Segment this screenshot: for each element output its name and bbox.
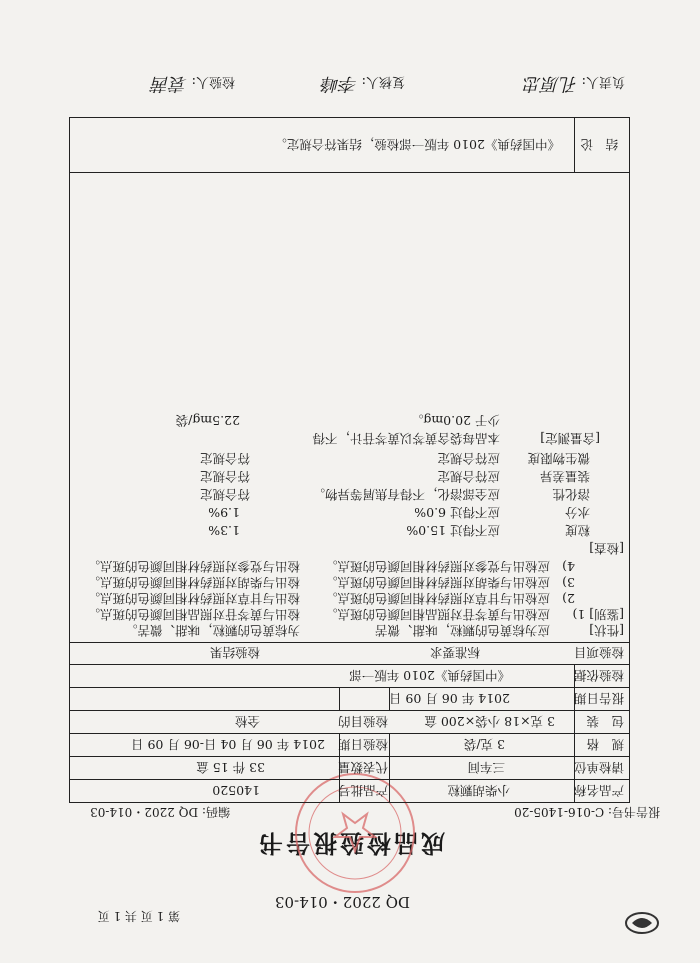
row-item: 水分 [564,505,590,520]
spec: 3 克/袋 [463,737,505,752]
dept-label: 请检单位 [573,760,624,775]
conclusion-label: 结 论 [580,137,618,152]
row-item: 粒度 [564,523,590,538]
row-std: 应检出与柴胡对照药材相同颜色的斑点。 [324,575,550,590]
row-result: 22.5mg/袋 [175,413,240,428]
row-item: 2) [562,591,575,606]
row-result: 检出与甘草对照药材相同颜色的斑点。 [87,591,300,606]
row-result: 检出与黄芩苷对照品相同颜色的斑点。 [87,607,300,622]
basis: 《中国药典》2010 年版一部 [349,668,510,683]
inspector-signature: 袁茜 [151,73,188,94]
pack-label: 包 装 [586,714,624,729]
row-result: 1.3% [208,523,240,538]
product-name: 小柴胡颗粒 [447,783,510,798]
row-result: 为棕黄色的颗粒，味甜、微苦。 [124,623,300,638]
row-result: 检出与党参对照药材相同颜色的斑点。 [87,559,300,574]
row-result: 1.9% [208,505,240,520]
page-info: 第 1 页 共 1 页 [97,909,180,923]
row-item: 微生物限度 [527,451,590,466]
row-std: 少于 20.0mg。 [410,413,500,428]
company-logo [624,911,660,935]
col-result-header: 检验结果 [209,645,260,660]
inspector: 检验人: 袁茜 [151,73,235,94]
row-std: 应不得过 15.0% [406,523,500,538]
row-std: 应符合规定 [437,451,500,466]
report-number: 报告书号: C-016-1405-20 [514,805,660,819]
dept: 三车间 [467,760,505,775]
row-result: 符合规定 [199,451,250,466]
row-item: [鉴别] 1) [572,607,624,622]
row-item: 4) [562,559,575,574]
report-title: 成品检验报告书 [256,829,445,858]
row-result: 符合规定 [199,487,250,502]
batch-number: 140520 [212,783,260,798]
row-std: 应检出与党参对照药材相同颜色的斑点。 [324,559,550,574]
row-item: 3) [562,575,575,590]
row-std: 应检出与黄芩苷对照品相同颜色的斑点。 [324,607,550,622]
pack: 3 克×18 小袋×200 盒 [424,714,555,729]
company-code: DQ 2202・014-03 [274,893,410,911]
col-std-header: 标准要求 [429,645,480,660]
purpose: 全检 [234,714,260,729]
batch-label: 产品批号 [337,783,388,798]
product-name-label: 产品名称 [573,783,624,798]
document-code: 编码: DQ 2202・014-03 [90,805,230,819]
col-item-header: 检验项目 [573,645,624,660]
qty: 33 件 15 盒 [196,760,265,775]
row-result: 符合规定 [199,469,250,484]
report-date: 2014 年 06 月 09 日 [389,691,510,706]
basis-label: 检验依据 [573,668,624,683]
row-std: 应全部溶化，不得有焦屑等异物。 [312,487,500,502]
reviewer: 复核人: 李峰 [321,73,405,94]
row-std: 应符合规定 [437,469,500,484]
row-item: [检查] [589,541,624,556]
approver-signature: 孔原忠 [523,73,578,94]
row-std: 应为棕黄色的颗粒，味甜、微苦 [374,623,550,638]
approver: 负责人: 孔原忠 [523,73,625,94]
row-std: 应不得过 6.0% [414,505,500,520]
conclusion-text: 《中国药典》2010 年版一部检验，结果符合规定。 [274,137,560,152]
row-item: 溶化性 [552,487,590,502]
row-item: [含量测定] [540,431,600,446]
purpose-label: 检验目的 [337,714,388,729]
test-date-label: 检验日期 [337,737,388,752]
row-item: 装量差异 [539,469,590,484]
row-result: 检出与柴胡对照药材相同颜色的斑点。 [87,575,300,590]
test-date: 2014 年 06 月 04 日-06 月 09 日 [131,737,325,752]
row-std: 本品每袋含黄芩以黄芩苷计，不得 [312,431,500,446]
row-item: [性状] [589,623,624,638]
qty-label: 代表数量 [337,760,388,775]
spec-label: 规 格 [586,737,624,752]
report-date-label: 报告日期 [573,691,624,706]
reviewer-signature: 李峰 [321,73,358,94]
row-std: 应检出与甘草对照药材相同颜色的斑点。 [324,591,550,606]
